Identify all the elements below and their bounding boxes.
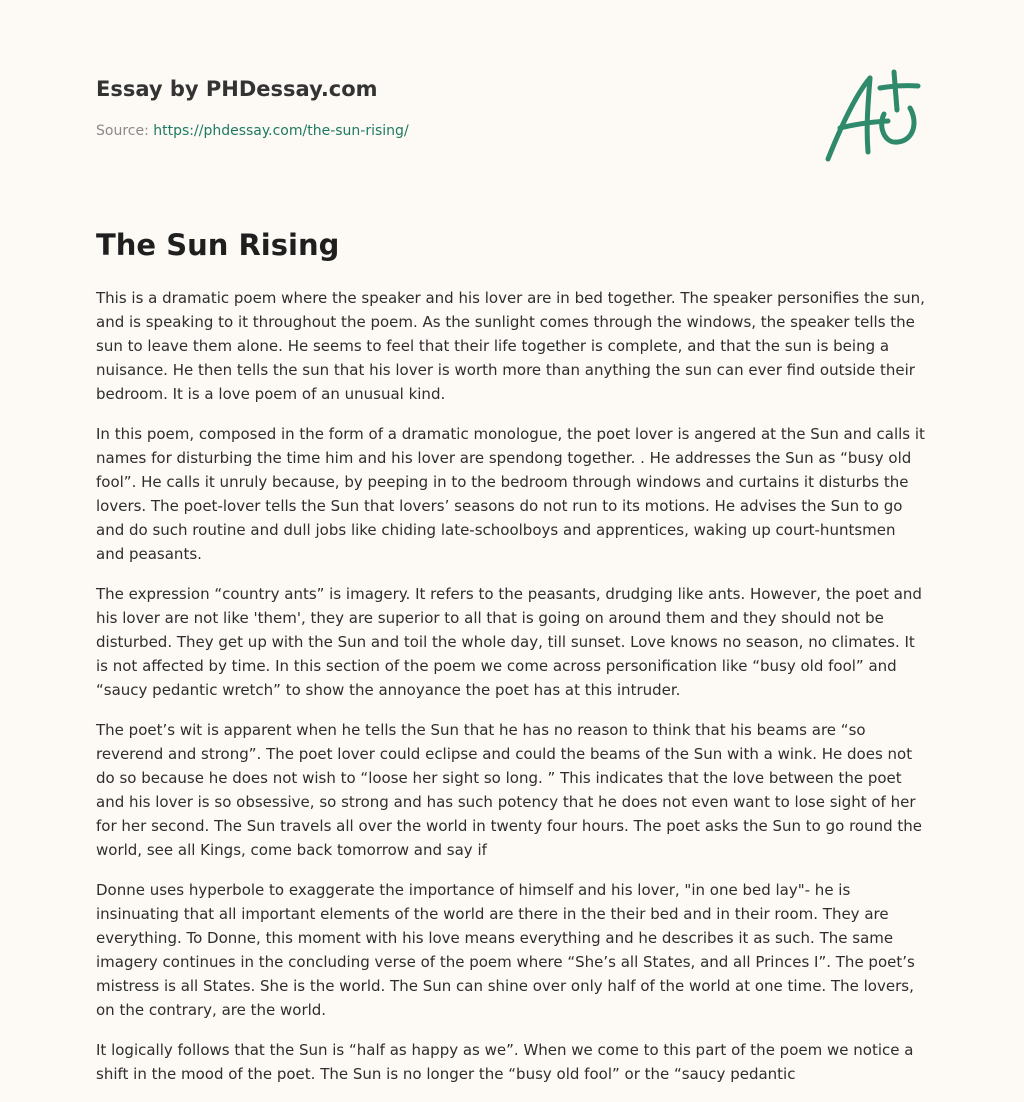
essay-paragraph-5: Donne uses hyperbole to exaggerate the importance of himself and his lover, "in one bed lay"- he is insinuating that all important elements of the world are there in the their bed and in their room. They are everything. To Donne, this moment with his love means everything and he describes it as such. The same imagery continues in the concluding verse of the poem where “She’s all States, and all Princes I”. The poet’s mistress is all States. She is the world. The Sun can shine over only half of the world at one time. The lovers, on the contrary, are the world. — [96, 881, 915, 1019]
source-link[interactable]: https://phdessay.com/the-sun-rising/ — [153, 123, 409, 139]
page-header — [96, 74, 716, 141]
site-title: Essay by PHDessay.com — [96, 77, 378, 101]
logo-plus-horizontal — [880, 86, 918, 88]
logo-plus-vertical — [894, 72, 897, 110]
logo-a-right-stroke — [867, 78, 870, 152]
logo-swoosh — [882, 108, 914, 142]
essay-paragraph-3: The expression “country ants” is imagery. It refers to the peasants, drudging like ants. However, the poet and his lover are not like 'them', they are superior to all that is going on around them and they should not be disturbed. They get up with the Sun and toil the whole day, till sunset. Love knows no season, no climates. It is not affected by time. In this section of the poem we come across personification like “busy old fool” and “saucy pedantic wretch” to show the annoyance the poet has at this intruder. — [96, 585, 922, 699]
source-label: Source: — [96, 123, 149, 139]
a-plus-logo-icon — [818, 64, 930, 164]
essay-paragraph-2: In this poem, composed in the form of a dramatic monologue, the poet lover is angered at the Sun and calls it names for disturbing the time him and his lover are spendong together. . He addresses the Sun as “busy old fool”. He calls it unruly because, by peeping in to the bedroom through windows and curtains it disturbs the lovers. The poet-lover tells the Sun that lovers’ seasons do not run to its motions. He advises the Sun to go and do such routine and dull jobs like chiding late-schoolboys and apprentices, waking up court-huntsmen and peasants. — [96, 425, 925, 563]
essay-paragraph-1: This is a dramatic poem where the speaker and his lover are in bed together. The speaker personifies the sun, and is speaking to it throughout the poem. As the sunlight comes through the windows, the speaker tells the sun to leave them alone. He seems to feel that their life together is complete, and that the sun is being a nuisance. He then tells the sun that his lover is worth more than anything the sun can ever find outside their bedroom. It is a love poem of an unusual kind. — [96, 289, 925, 403]
essay-title: The Sun Rising — [96, 228, 340, 262]
essay-paragraph-6: It logically follows that the Sun is “half as happy as we”. When we come to this part of the poem we notice a shift in the mood of the poet. The Sun is no longer the “busy old fool” or the “saucy pedantic — [96, 1041, 914, 1083]
logo-a-left-stroke — [828, 78, 870, 159]
a-plus-logo — [818, 64, 930, 164]
essay-paragraph-4: The poet’s wit is apparent when he tells the Sun that he has no reason to think that his beams are “so reverend and strong”. The poet lover could eclipse and could the beams of the Sun with a wink. He does not do so because he does not wish to “loose her sight so long. ” This indicates that the love between the poet and his lover is so obsessive, so strong and has such potency that he does not even want to lose sight of her for her second. The Sun travels all over the world in twenty four hours. The poet asks the Sun to go round the world, see all Kings, come back tomorrow and say if — [96, 721, 923, 859]
essay-body — [96, 286, 928, 1102]
source-line — [96, 121, 716, 141]
